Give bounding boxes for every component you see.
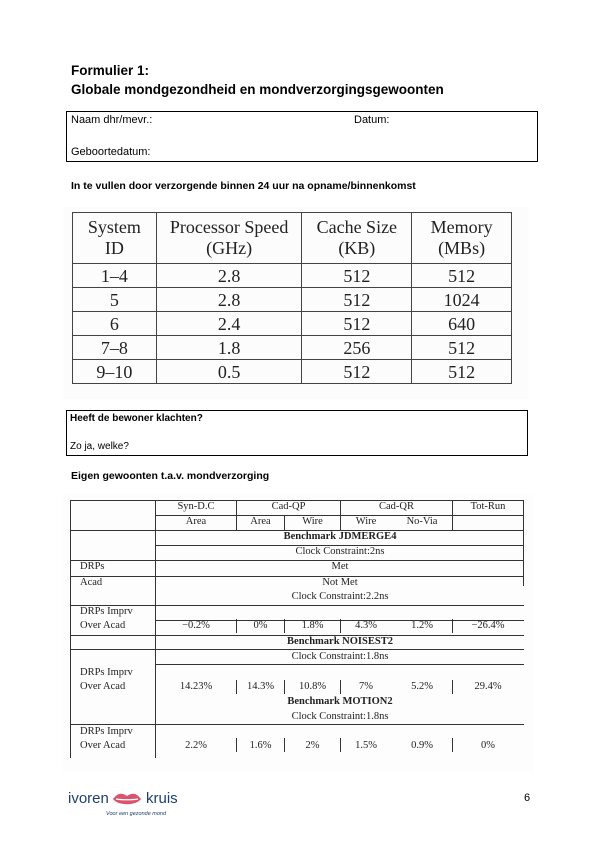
system-specs-table-image <box>63 207 529 399</box>
form-title-number: Formulier 1: <box>71 63 150 78</box>
value-cell: 0% <box>253 620 268 631</box>
table-cell: 5 <box>73 288 157 312</box>
header-syn-dc: Syn-D.C <box>177 501 215 512</box>
header-cad-qr: Cad-QR <box>379 501 414 512</box>
table-header-row <box>73 213 512 264</box>
value-cell: 14.23% <box>179 681 213 692</box>
section-heading-intake: In te vullen door verzorgende binnen 24 uur na opname/binnenkomst <box>71 180 416 192</box>
status-not-met: Not Met <box>322 577 358 588</box>
complaints-followup: Zo ja, welke? <box>70 441 129 452</box>
system-specs-table <box>72 212 512 384</box>
clock-constraint: Clock Constraint:2.2ns <box>291 591 389 602</box>
value-cell: 1.5% <box>355 740 377 751</box>
table-cell: 512 <box>302 288 412 312</box>
subheader-area: Area <box>250 516 271 527</box>
table-cell: 1–4 <box>73 264 157 288</box>
table-cell: 640 <box>412 312 512 336</box>
ivoren-kruis-logo <box>68 788 198 824</box>
grid-line <box>70 605 524 606</box>
complaints-question: Heeft de bewoner klachten? <box>70 413 203 424</box>
value-cell: 7% <box>359 681 373 692</box>
subheader-no-via: No-Via <box>406 516 438 527</box>
table-cell: 7–8 <box>73 336 157 360</box>
subheader-wire: Wire <box>355 516 377 527</box>
header-cache-size: Cache Size (KB) <box>302 213 412 264</box>
clock-constraint: Clock Constraint:1.8ns <box>291 651 389 662</box>
table-cell: 9–10 <box>73 360 157 384</box>
clock-constraint: Clock Constraint:1.8ns <box>291 711 389 722</box>
table-cell: 512 <box>412 360 512 384</box>
table-row <box>73 288 512 312</box>
logo-text-left: ivoren <box>68 790 109 807</box>
grid-line <box>70 500 71 758</box>
complaints-box <box>66 410 528 456</box>
value-cell: −26.4% <box>471 620 505 631</box>
value-cell: 5.2% <box>411 681 433 692</box>
value-cell: 29.4% <box>474 681 502 692</box>
row-label-drps: DRPs <box>80 561 105 572</box>
lips-icon <box>112 791 142 807</box>
status-met: Met <box>331 561 349 572</box>
table-cell: 1.8 <box>156 336 302 360</box>
row-label-over-acad: Over Acad <box>80 681 126 692</box>
value-cell: 10.8% <box>298 681 327 692</box>
table-cell: 2.4 <box>156 312 302 336</box>
header-tot-run: Tot-Run <box>470 501 506 512</box>
table-cell: 512 <box>302 360 412 384</box>
value-cell: 2% <box>305 740 320 751</box>
table-cell: 6 <box>73 312 157 336</box>
value-cell: 1.6% <box>249 740 272 751</box>
logo-text-right: kruis <box>146 790 178 807</box>
section-heading-habits: Eigen gewoonten t.a.v. mondverzorging <box>71 470 270 482</box>
benchmark-table-image <box>62 494 534 772</box>
row-label-drps-imprv: DRPs Imprv <box>80 606 133 617</box>
table-row <box>73 360 512 384</box>
form-title: Globale mondgezondheid en mondverzorgingsgewoonten <box>71 82 444 97</box>
value-cell: 2.2% <box>185 740 207 751</box>
value-cell: 1.2% <box>411 620 433 631</box>
table-cell: 0.5 <box>156 360 302 384</box>
table-row <box>73 264 512 288</box>
benchmark-title: Benchmark JDMERGE4 <box>283 531 397 542</box>
table-row <box>73 336 512 360</box>
date-label: Datum: <box>354 114 390 126</box>
table-cell: 512 <box>302 264 412 288</box>
page-number: 6 <box>524 792 531 804</box>
header-system-id: System ID <box>73 213 157 264</box>
value-cell: 0% <box>481 740 495 751</box>
table-cell: 2.8 <box>156 288 302 312</box>
table-cell: 256 <box>302 336 412 360</box>
table-cell: 1024 <box>412 288 512 312</box>
patient-info-box <box>66 111 538 162</box>
value-cell: 1.8% <box>301 620 324 631</box>
value-cell: −0.2% <box>182 620 210 631</box>
benchmark-title: Benchmark MOTION2 <box>287 696 393 707</box>
subheader-wire: Wire <box>302 516 323 527</box>
table-cell: 2.8 <box>156 264 302 288</box>
grid-line <box>156 664 524 665</box>
grid-line <box>70 649 524 650</box>
row-label-over-acad: Over Acad <box>80 740 126 751</box>
table-cell: 512 <box>412 336 512 360</box>
row-label-acad: Acad <box>80 577 103 588</box>
row-label-over-acad: Over Acad <box>80 620 126 631</box>
value-cell: 4.3% <box>355 620 377 631</box>
header-memory: Memory (MBs) <box>412 213 512 264</box>
row-label-drps-imprv: DRPs Imprv <box>80 726 133 737</box>
header-processor-speed: Processor Speed (GHz) <box>156 213 302 264</box>
clock-constraint: Clock Constraint:2ns <box>295 546 385 557</box>
benchmark-title: Benchmark NOISEST2 <box>287 636 393 647</box>
header-cad-qp: Cad-QP <box>271 501 306 512</box>
value-cell: 0.9% <box>411 740 433 751</box>
row-label-drps-imprv: DRPs Imprv <box>80 667 133 678</box>
table-cell: 512 <box>302 312 412 336</box>
grid-line <box>523 500 524 586</box>
grid-line <box>70 724 524 725</box>
value-cell: 14.3% <box>246 681 275 692</box>
name-label: Naam dhr/mevr.: <box>71 114 153 126</box>
table-row <box>73 312 512 336</box>
birthdate-label: Geboortedatum: <box>71 146 151 158</box>
subheader-area: Area <box>185 516 207 527</box>
table-cell: 512 <box>412 264 512 288</box>
logo-tagline: Voor een gezonde mond <box>106 811 167 817</box>
